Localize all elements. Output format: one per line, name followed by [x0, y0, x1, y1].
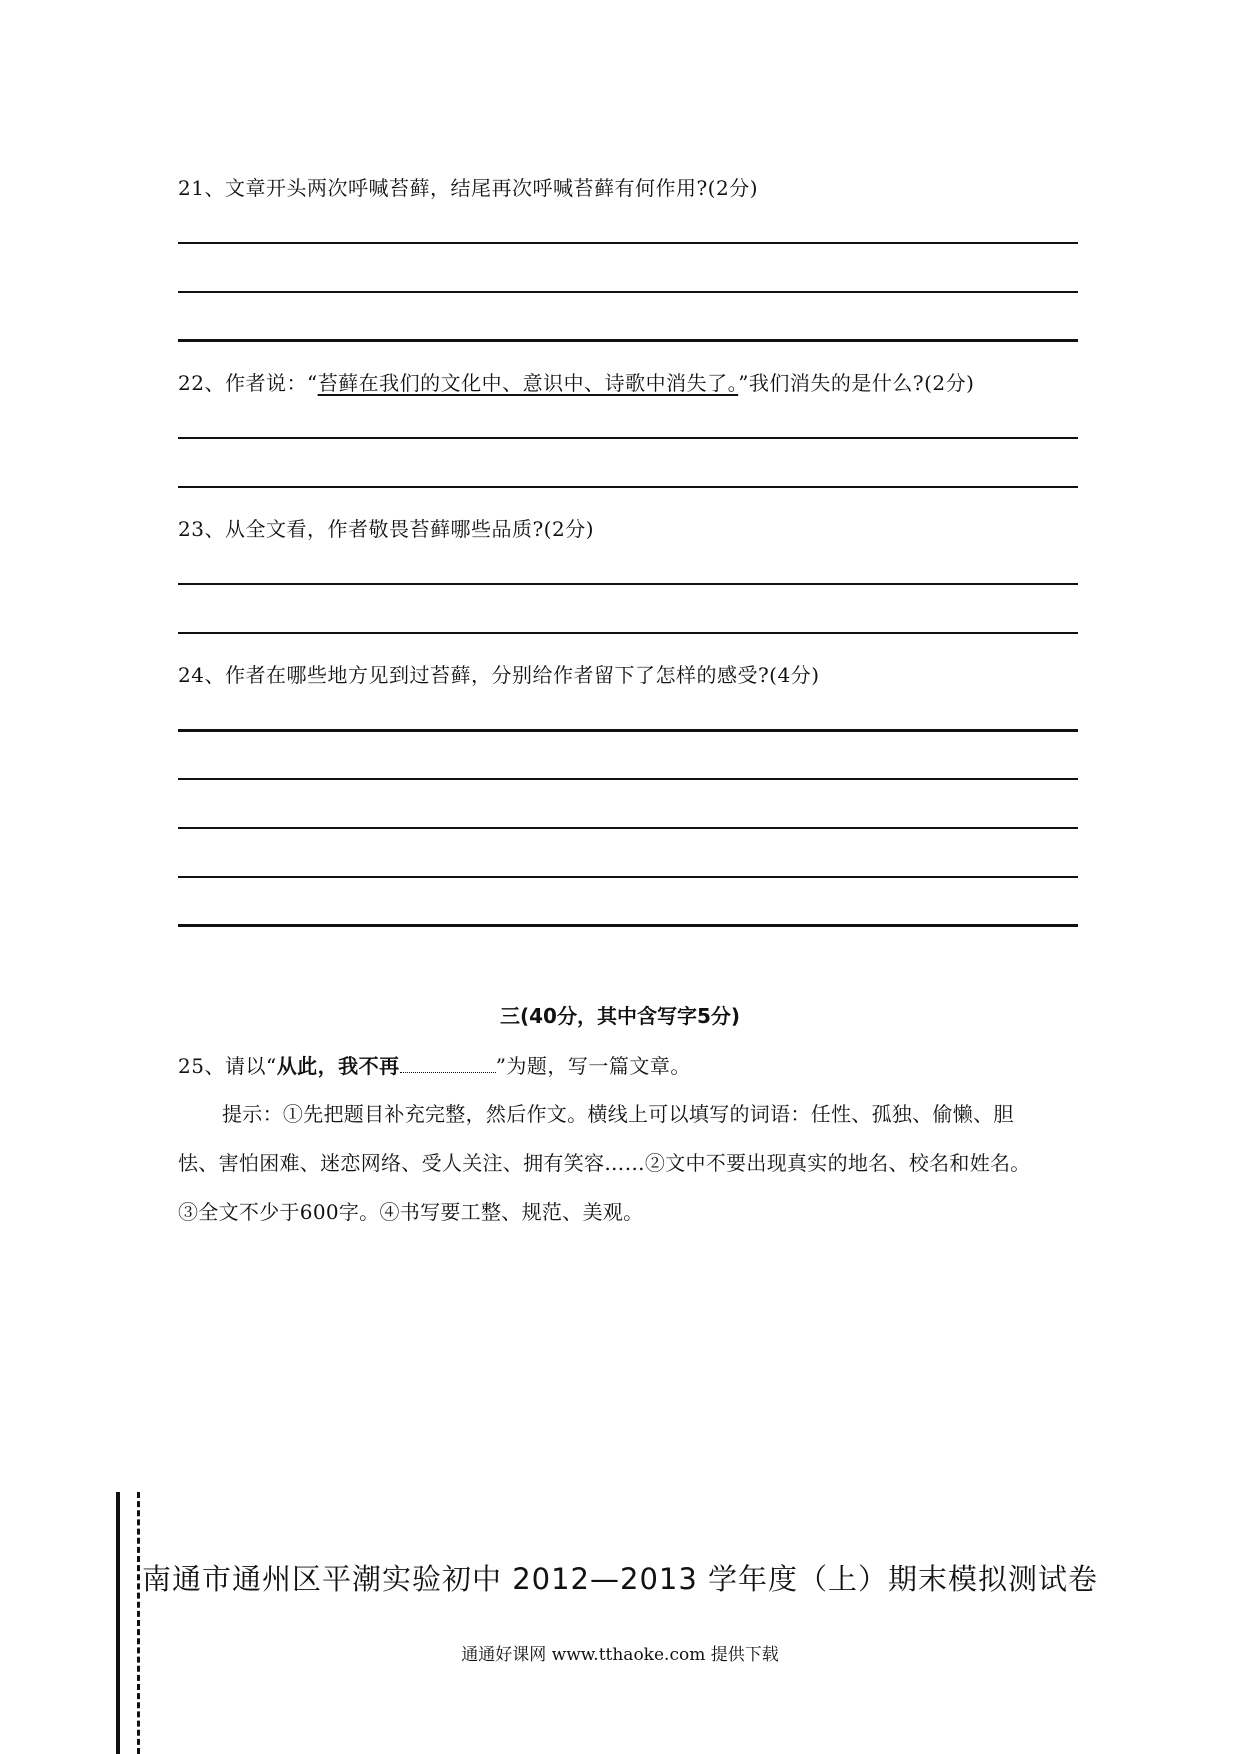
answer-line[interactable]	[178, 778, 1078, 780]
question-22-quote: 苔藓在我们的文化中、意识中、诗歌中消失了。	[317, 371, 739, 395]
hint-line-3: ③全文不少于600字。④书写要工整、规范、美观。	[178, 1200, 644, 1224]
answer-line[interactable]	[178, 729, 1078, 732]
question-25	[178, 1050, 691, 1079]
answer-line[interactable]	[178, 632, 1078, 634]
question-25-suffix: ”为题，写一篇文章。	[495, 1054, 691, 1078]
answer-line[interactable]	[178, 242, 1078, 244]
question-22	[178, 367, 974, 396]
answer-line[interactable]	[178, 827, 1078, 829]
question-23: 23、从全文看，作者敬畏苔藓哪些品质?(2分)	[178, 517, 595, 541]
question-21: 21、文章开头两次呼喊苔藓，结尾再次呼喊苔藓有何作用?(2分)	[178, 176, 759, 200]
answer-line[interactable]	[178, 924, 1078, 927]
question-22-suffix: ”我们消失的是什么?(2分)	[738, 371, 975, 395]
hint-line-2: 怯、害怕困难、迷恋网络、受人关注、拥有笑容……②文中不要出现真实的地名、校名和姓名。	[178, 1151, 1031, 1175]
answer-line[interactable]	[178, 339, 1078, 342]
binding-cut-line	[137, 1492, 140, 1754]
question-22-prefix: 22、作者说：“	[178, 371, 318, 395]
answer-line[interactable]	[178, 291, 1078, 293]
footer-source: 通通好课网 www.tthaoke.com 提供下载	[461, 1645, 779, 1665]
exam-title: 南通市通州区平潮实验初中 2012—2013 学年度（上）期末模拟测试卷	[141, 1562, 1099, 1596]
section-3-heading: 三(40分，其中含写字5分)	[499, 1004, 741, 1028]
binding-margin-line	[116, 1492, 120, 1754]
answer-line[interactable]	[178, 876, 1078, 878]
answer-line[interactable]	[178, 583, 1078, 585]
answer-line[interactable]	[178, 486, 1078, 488]
essay-title-blank[interactable]	[400, 1054, 496, 1073]
answer-line[interactable]	[178, 437, 1078, 439]
hint-line-1: 提示：①先把题目补充完整，然后作文。横线上可以填写的词语：任性、孤独、偷懒、胆	[222, 1102, 1014, 1126]
essay-title-prompt: 从此，我不再	[276, 1054, 400, 1078]
question-24: 24、作者在哪些地方见到过苔藓，分别给作者留下了怎样的感受?(4分)	[178, 663, 820, 687]
question-25-prefix: 25、请以“	[178, 1054, 277, 1078]
